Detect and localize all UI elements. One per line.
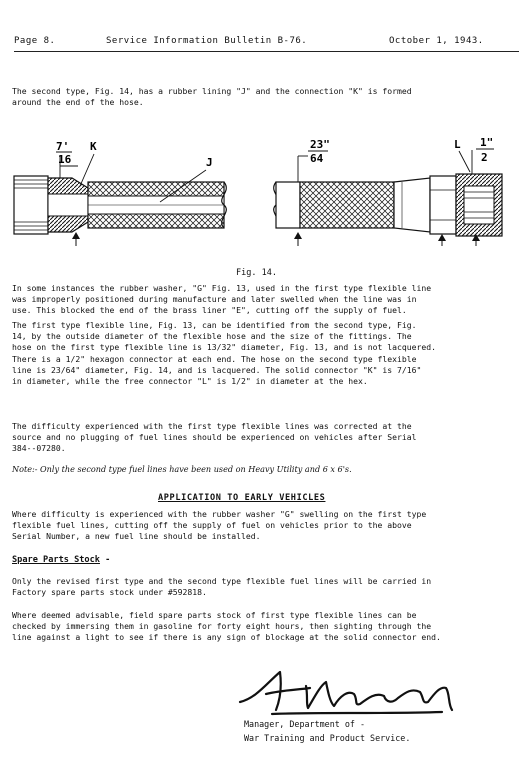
paragraph-spare-stock: Only the revised first type and the second type flexible fuel lines will be carried in Factory spare parts stock under #592818. <box>12 576 432 598</box>
spare-parts-heading: Spare Parts Stock - <box>12 555 111 565</box>
label-k: K <box>90 140 97 153</box>
intro-paragraph: The second type, Fig. 14, has a rubber lining "J" and the connection "K" is formed around the end of the hose. <box>12 86 412 108</box>
label-j: J <box>206 156 213 169</box>
handwritten-signature <box>236 664 466 724</box>
k-dimension-top: 7' <box>56 140 70 153</box>
bulletin-title: Service Information Bulletin B-76. <box>106 36 308 46</box>
left-hose-section <box>14 140 226 246</box>
fuel-line-diagram <box>10 136 522 248</box>
k-dimension-bottom: 16 <box>58 153 72 166</box>
page-header <box>14 36 519 50</box>
hose-dimension-top: 23" <box>310 138 330 151</box>
page-number: Page 8. <box>14 36 56 46</box>
paragraph-early-vehicles: Where difficulty is experienced with the rubber washer "G" swelling on the first type flexible fuel lines, cutting off the supply of fuel on vehicles prior to the above Serial Number, a new fuel line should be installed. <box>12 509 427 542</box>
paragraph-washer: In some instances the rubber washer, "G" Fig. 13, used in the first type flexible line was improperly positioned during manufacture and later swelled when the line was in use. This blocked the end of the brass liner "E", cutting off the supply of fuel. <box>12 283 432 316</box>
signature-block: Manager, Department of - War Training and Product Service. <box>244 719 411 743</box>
section-heading: APPLICATION TO EARLY VEHICLES <box>158 493 326 503</box>
l-dimension-bottom: 2 <box>481 151 488 164</box>
paragraph-correction: The difficulty experienced with the first type flexible lines was corrected at the source and no plugging of fuel lines should be experienced on vehicles after Serial 384--07280. <box>12 421 417 454</box>
paragraph-inspection: Where deemed advisable, field spare parts stock of first type flexible lines can be checked by immersing them in gasoline for forty eight hours, then sighting through the line against a light to see if there is any sign of blockage at the solid connector end. <box>12 610 441 643</box>
note-line: Note:- Only the second type fuel lines have been used on Heavy Utility and 6 x 6's. <box>12 464 352 474</box>
figure-caption: Fig. 14. <box>236 268 277 278</box>
right-hose-section <box>274 136 502 246</box>
bulletin-date: October 1, 1943. <box>389 36 484 46</box>
header-rule <box>14 51 519 52</box>
hose-dimension-bottom: 64 <box>310 152 324 165</box>
l-dimension-top: 1" <box>480 136 494 149</box>
paragraph-identification: The first type flexible line, Fig. 13, can be identified from the second type, Fig. 14, by the outside diameter of the flexible hose and the size of the fittings. The hose on the first type flexible line is 13/32" diameter, Fig. 13, and is not lacquered. There is a 1/2" hexagon connector at each end. The hose on the second type flexible line is 23/64" diameter, Fig. 14, and is lacquered. The solid connector "K" is 7/16" in diameter, while the free connector "L" is 1/2" in diameter at the hex. <box>12 320 436 387</box>
label-l: L <box>454 138 461 151</box>
